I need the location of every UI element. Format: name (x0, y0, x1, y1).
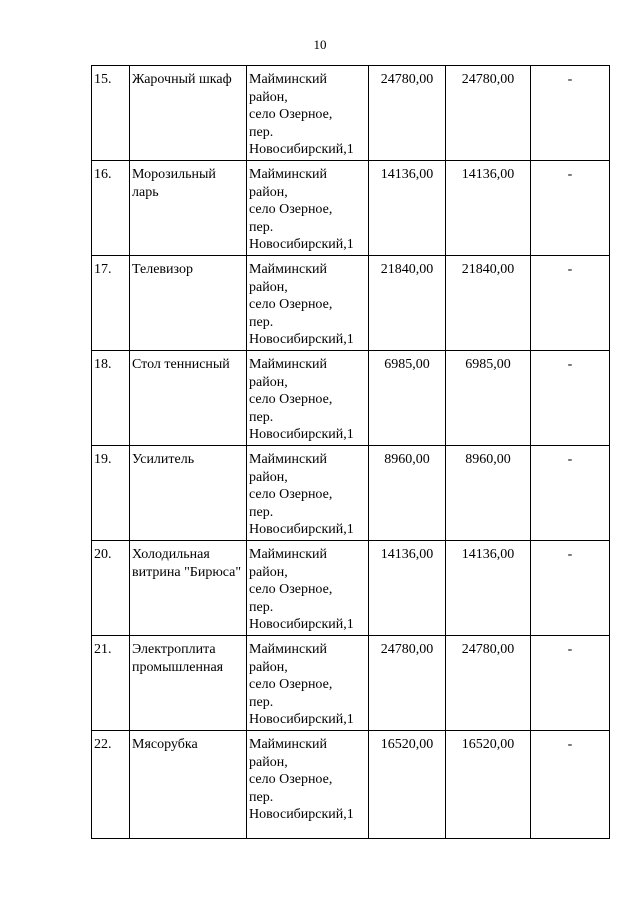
item-location (247, 541, 369, 636)
table-row (92, 731, 610, 839)
item-price: 6985,00 (369, 351, 446, 446)
location-line: пер. (249, 124, 274, 140)
item-location (247, 636, 369, 731)
item-total: 24780,00 (446, 636, 531, 731)
location-line: Новосибирский,1 (249, 712, 354, 727)
item-total: 6985,00 (446, 351, 531, 446)
item-note: - (531, 351, 610, 446)
location-line: Новосибирский,1 (249, 237, 354, 252)
table-row (92, 256, 610, 351)
location-line: пер. (249, 409, 274, 425)
location-line: село Озерное, (249, 772, 333, 787)
item-price: 14136,00 (369, 161, 446, 256)
location-line: Майминский (249, 452, 327, 467)
location-line: село Озерное, (249, 677, 333, 692)
location-line: район, (249, 89, 288, 105)
location-line: Майминский (249, 167, 327, 182)
item-note: - (531, 66, 610, 161)
location-line: район, (249, 754, 288, 770)
item-total: 8960,00 (446, 446, 531, 541)
item-total: 21840,00 (446, 256, 531, 351)
location-line: пер. (249, 219, 274, 235)
item-location (247, 731, 369, 839)
location-line: Новосибирский,1 (249, 332, 354, 347)
table-row (92, 636, 610, 731)
location-line: село Озерное, (249, 202, 333, 217)
item-number: 21. (92, 636, 130, 731)
item-note: - (531, 446, 610, 541)
location-line: район, (249, 659, 288, 675)
location-line: район, (249, 564, 288, 580)
location-line: село Озерное, (249, 392, 333, 407)
item-name: Жарочный шкаф (130, 66, 247, 161)
location-line: пер. (249, 789, 274, 805)
item-price: 8960,00 (369, 446, 446, 541)
item-name: Усилитель (130, 446, 247, 541)
item-name: Электроплита промышленная (130, 636, 247, 731)
item-number: 18. (92, 351, 130, 446)
item-number: 19. (92, 446, 130, 541)
location-line: Новосибирский,1 (249, 522, 354, 537)
location-line: Новосибирский,1 (249, 807, 354, 822)
location-line: Майминский (249, 262, 327, 277)
table-row (92, 541, 610, 636)
item-note: - (531, 161, 610, 256)
item-total: 16520,00 (446, 731, 531, 839)
location-line: район, (249, 279, 288, 295)
item-number: 22. (92, 731, 130, 839)
item-note: - (531, 636, 610, 731)
item-number: 16. (92, 161, 130, 256)
item-location (247, 446, 369, 541)
item-price: 24780,00 (369, 636, 446, 731)
item-location (247, 256, 369, 351)
location-line: пер. (249, 314, 274, 330)
location-line: Майминский (249, 72, 327, 87)
item-number: 17. (92, 256, 130, 351)
item-name: Холодильная витрина "Бирюса" (130, 541, 247, 636)
location-line: район, (249, 184, 288, 200)
item-note: - (531, 731, 610, 839)
item-price: 14136,00 (369, 541, 446, 636)
item-number: 15. (92, 66, 130, 161)
table-row (92, 446, 610, 541)
location-line: Майминский (249, 737, 327, 752)
location-line: район, (249, 374, 288, 390)
table-row (92, 161, 610, 256)
item-name: Морозильный ларь (130, 161, 247, 256)
item-price: 24780,00 (369, 66, 446, 161)
location-line: пер. (249, 694, 274, 710)
item-name: Мясорубка (130, 731, 247, 839)
item-number: 20. (92, 541, 130, 636)
location-line: район, (249, 469, 288, 485)
table-row (92, 351, 610, 446)
item-total: 24780,00 (446, 66, 531, 161)
location-line: село Озерное, (249, 297, 333, 312)
item-total: 14136,00 (446, 541, 531, 636)
item-location (247, 161, 369, 256)
item-location (247, 351, 369, 446)
location-line: пер. (249, 599, 274, 615)
item-location (247, 66, 369, 161)
item-note: - (531, 541, 610, 636)
item-name: Телевизор (130, 256, 247, 351)
location-line: село Озерное, (249, 487, 333, 502)
page-number: 10 (313, 37, 327, 52)
location-line: Майминский (249, 547, 327, 562)
table-row (92, 66, 610, 161)
inventory-table (91, 65, 610, 839)
location-line: село Озерное, (249, 582, 333, 597)
item-price: 21840,00 (369, 256, 446, 351)
location-line: Новосибирский,1 (249, 617, 354, 632)
location-line: Новосибирский,1 (249, 142, 354, 157)
item-note: - (531, 256, 610, 351)
item-name: Стол теннисный (130, 351, 247, 446)
location-line: Майминский (249, 357, 327, 372)
location-line: село Озерное, (249, 107, 333, 122)
location-line: Новосибирский,1 (249, 427, 354, 442)
location-line: Майминский (249, 642, 327, 657)
location-line: пер. (249, 504, 274, 520)
item-price: 16520,00 (369, 731, 446, 839)
item-total: 14136,00 (446, 161, 531, 256)
